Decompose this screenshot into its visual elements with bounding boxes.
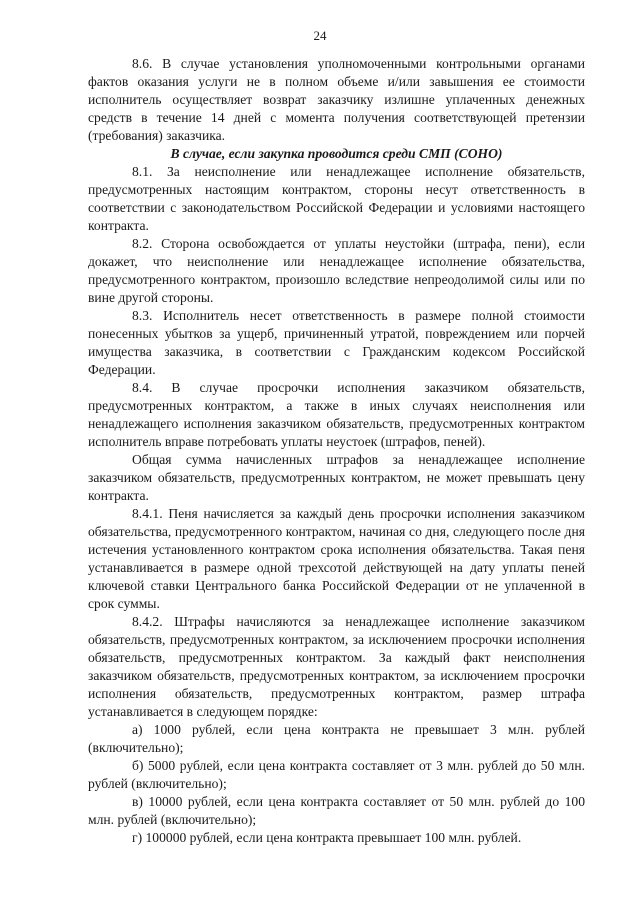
fine-item-b: б) 5000 рублей, если цена контракта составляет от 3 млн. рублей до 50 млн. рублей (включительно); bbox=[88, 758, 585, 791]
paragraph-8-4-2: 8.4.2. Штрафы начисляются за ненадлежащее исполнение заказчиком обязательств, предусмотренных контрактом, за исключением просрочки исполнения обязательств, предусмотренных контрактом. За каждый факт неисполнения заказчиком обязательств, предусмотренных контрактом, за исключением просрочки исполнения обязательств, предусмотренных контрактом, размер штрафа устанавливается в следующем порядке: bbox=[88, 614, 585, 719]
paragraph-8-4: 8.4. В случае просрочки исполнения заказчиком обязательств, предусмотренных контрактом, а также в иных случаях неисполнения или ненадлежащего исполнения заказчиком обязательств, предусмотренных контрактом исполнитель вправе потребовать уплаты неустоек (штрафов, пеней). bbox=[88, 380, 585, 449]
page-number: 24 bbox=[313, 28, 327, 43]
paragraph-total-fines: Общая сумма начисленных штрафов за ненадлежащее исполнение заказчиком обязательств, предусмотренных контрактом, не может превышать цену контракта. bbox=[88, 452, 585, 503]
fine-item-a: а) 1000 рублей, если цена контракта не превышает 3 млн. рублей (включительно); bbox=[88, 722, 585, 755]
paragraph-8-2: 8.2. Сторона освобождается от уплаты неустойки (штрафа, пени), если докажет, что неисполнение или ненадлежащее исполнение обязательства, предусмотренного контрактом, произошло вследствие непреодолимой силы или по вине другой стороны. bbox=[88, 236, 585, 305]
fine-item-c: в) 10000 рублей, если цена контракта составляет от 50 млн. рублей до 100 млн. рублей (включительно); bbox=[88, 794, 585, 827]
fine-item-d: г) 100000 рублей, если цена контракта превышает 100 млн. рублей. bbox=[132, 830, 522, 845]
paragraph-8-1: 8.1. За неисполнение или ненадлежащее исполнение обязательств, предусмотренных настоящим контрактом, стороны несут ответственность в соответствии с законодательством Российской Федерации и условиями настоящего контракта. bbox=[88, 164, 585, 233]
paragraph-8-3: 8.3. Исполнитель несет ответственность в размере полной стоимости понесенных убытков за ущерб, причиненный утратой, повреждением или порчей имущества заказчика, в соответствии с Гражданским кодексом Российской Федерации. bbox=[88, 308, 585, 377]
section-heading: В случае, если закупка проводится среди СМП (СОНО) bbox=[170, 146, 503, 161]
document-body bbox=[88, 55, 585, 847]
paragraph-8-4-1: 8.4.1. Пеня начисляется за каждый день просрочки исполнения заказчиком обязательства, предусмотренного контрактом, начиная со дня, следующего после дня истечения установленного контрактом срока исполнения обязательства. Такая пеня устанавливается в размере одной трехсотой действующей на дату уплаты пеней ключевой ставки Центрального банка Российской Федерации от не уплаченной в срок суммы. bbox=[88, 506, 585, 611]
paragraph-8-6: 8.6. В случае установления уполномоченными контрольными органами фактов оказания услуги не в полном объеме и/или завышения ее стоимости исполнитель осуществляет возврат заказчику излишне уплаченных денежных средств в течение 14 дней с момента получения соответствующей претензии (требования) заказчика. bbox=[88, 56, 585, 143]
